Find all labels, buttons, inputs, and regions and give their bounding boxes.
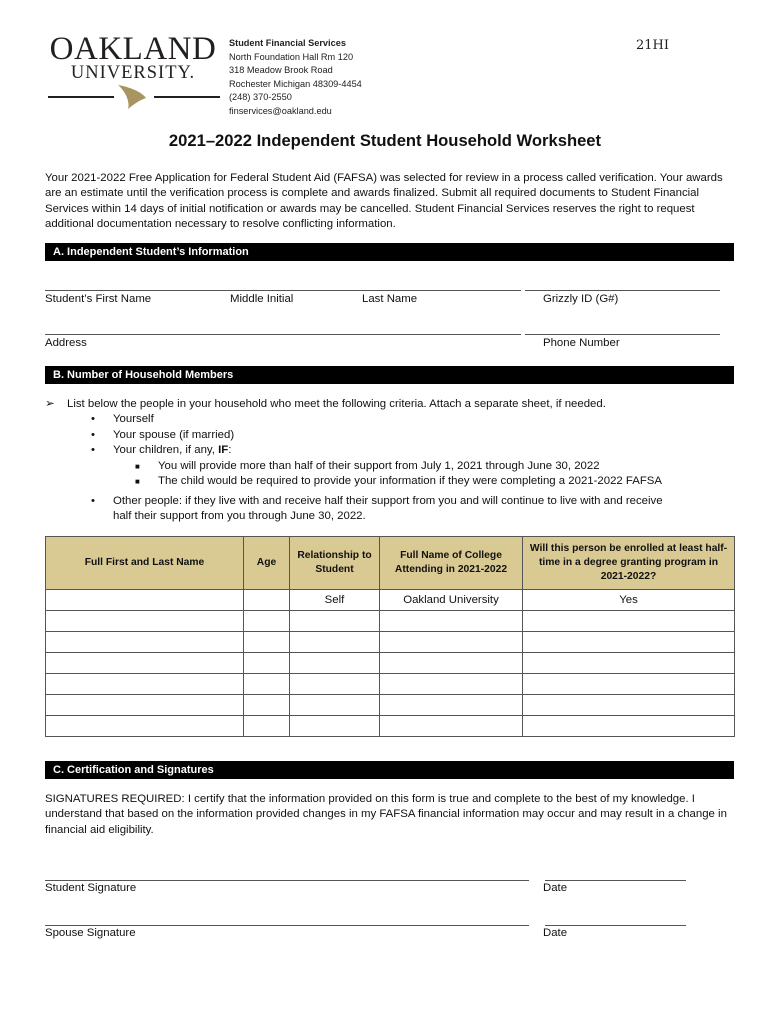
spouse-signature-line[interactable] (45, 925, 529, 926)
certification-statement: SIGNATURES REQUIRED: I certify that the information provided on this form is true and complete to the best of my knowledge. I understand that based on the information provided changes in my FAFSA financial information may occur and may result in a change in financial aid eligibility. (45, 793, 727, 836)
cell-name[interactable] (46, 632, 244, 653)
cell-age[interactable] (244, 695, 290, 716)
cell-age[interactable] (244, 674, 290, 695)
criteria-children-suffix: : (228, 444, 232, 456)
table-header-row (46, 537, 735, 590)
office-street: 318 Meadow Brook Road (229, 65, 333, 76)
cell-relationship[interactable] (290, 695, 380, 716)
intro-paragraph: Your 2021-2022 Free Application for Federal Student Aid (FAFSA) was selected for review in a process called verification. Your awards are an estimate until the verification process is complete and awards finalized. Submit all required documents to Student Financial Services within 14 days of initial notification or awards may be cancelled. Student Financial Services reserves the right to request additional documentation necessary to resolve conflicting information. (45, 172, 723, 231)
cell-name[interactable] (46, 695, 244, 716)
arrow-bullet-icon: ➢ (45, 398, 55, 410)
criteria-children (113, 443, 231, 458)
cell-relationship[interactable] (290, 632, 380, 653)
criteria-other-line2: half their support from you through June 30, 2022. (113, 510, 366, 522)
cell-college[interactable] (380, 653, 523, 674)
cell-enrollment[interactable] (523, 653, 735, 674)
office-name: Student Financial Services (229, 38, 346, 48)
column-header-age: Age (244, 537, 290, 590)
bullet-icon: • (91, 444, 95, 456)
bullet-icon: • (91, 495, 95, 507)
cell-enrollment[interactable] (523, 674, 735, 695)
first-name-label: Student’s First Name (45, 293, 152, 305)
address-input-line[interactable] (45, 334, 521, 335)
cell-age[interactable] (244, 632, 290, 653)
spouse-date-label: Date (543, 927, 568, 939)
logo-wordmark-oakland: OAKLAND (49, 31, 217, 67)
phone-input-line[interactable] (525, 334, 720, 335)
cell-name[interactable] (46, 674, 244, 695)
cell-enrollment[interactable] (523, 632, 735, 653)
phone-label: Phone Number (543, 337, 620, 349)
criteria-yourself: Yourself (113, 413, 154, 425)
cell-name[interactable] (46, 590, 244, 611)
column-header-enrollment: Will this person be enrolled at least half-time in a degree granting program in 2021-2022? (523, 537, 735, 590)
household-members-table (45, 536, 735, 737)
office-phone: (248) 370-2550 (229, 92, 292, 103)
cell-relationship[interactable] (290, 716, 380, 737)
last-name-label: Last Name (362, 293, 418, 305)
spouse-signature-label: Spouse Signature (45, 927, 136, 939)
spouse-date-line[interactable] (545, 925, 686, 926)
cell-college[interactable]: Oakland University (380, 590, 523, 611)
office-email: finservices@oakland.edu (229, 105, 332, 116)
bullet-icon: • (91, 429, 95, 441)
column-header-name: Full First and Last Name (46, 537, 244, 590)
student-date-label: Date (543, 882, 568, 894)
logo-rule-left (48, 96, 114, 98)
cell-enrollment[interactable] (523, 695, 735, 716)
page-title: 2021–2022 Independent Student Household Worksheet (168, 131, 602, 150)
cell-relationship[interactable] (290, 674, 380, 695)
table-row (46, 716, 735, 737)
cell-enrollment[interactable] (523, 716, 735, 737)
cell-enrollment[interactable]: Yes (523, 590, 735, 611)
middle-initial-label: Middle Initial (230, 293, 294, 305)
name-input-line[interactable] (45, 290, 521, 291)
cell-name[interactable] (46, 611, 244, 632)
square-bullet-icon: ■ (135, 462, 140, 471)
cell-relationship[interactable] (290, 611, 380, 632)
address-label: Address (45, 337, 87, 349)
column-header-college: Full Name of College Attending in 2021-2022 (380, 537, 523, 590)
student-signature-label: Student Signature (45, 882, 137, 894)
grizzly-id-label: Grizzly ID (G#) (543, 293, 619, 305)
section-b-heading: B. Number of Household Members (45, 366, 734, 384)
child-criterion-1: You will provide more than half of their support from July 1, 2021 through June 30, 2022 (158, 460, 600, 472)
criteria-children-if: IF (218, 444, 229, 456)
section-a-heading: A. Independent Student’s Information (45, 243, 734, 261)
table-row (46, 674, 735, 695)
logo-wordmark-university: UNIVERSITY. (70, 63, 196, 83)
cell-age[interactable] (244, 611, 290, 632)
cell-college[interactable] (380, 674, 523, 695)
grizzly-id-input-line[interactable] (525, 290, 720, 291)
column-header-relationship: Relationship to Student (290, 537, 380, 590)
logo-sail-icon (116, 84, 148, 110)
table-row (46, 695, 735, 716)
office-room: North Foundation Hall Rm 120 (229, 51, 354, 62)
cell-college[interactable] (380, 632, 523, 653)
cell-college[interactable] (380, 716, 523, 737)
cell-age[interactable] (244, 653, 290, 674)
bullet-icon: • (91, 413, 95, 425)
table-row (46, 611, 735, 632)
cell-relationship[interactable]: Self (290, 590, 380, 611)
cell-age[interactable] (244, 716, 290, 737)
student-date-line[interactable] (545, 880, 686, 881)
cell-college[interactable] (380, 611, 523, 632)
logo-rule-right (154, 96, 220, 98)
table-row (46, 632, 735, 653)
child-criterion-2: The child would be required to provide your information if they were completing a 2021-2022 FAFSA (158, 475, 662, 487)
contact-block (229, 37, 362, 119)
section-c-heading: C. Certification and Signatures (45, 761, 734, 779)
criteria-instruction: List below the people in your household who meet the following criteria. Attach a separate sheet, if needed. (67, 398, 606, 410)
cell-college[interactable] (380, 695, 523, 716)
office-city: Rochester Michigan 48309-4454 (229, 78, 362, 89)
criteria-spouse: Your spouse (if married) (113, 429, 235, 441)
table-row (46, 590, 735, 611)
cell-enrollment[interactable] (523, 611, 735, 632)
cell-name[interactable] (46, 653, 244, 674)
table-row (46, 653, 735, 674)
square-bullet-icon: ■ (135, 477, 140, 486)
criteria-children-prefix: Your children, if any, (113, 444, 219, 456)
cell-name[interactable] (46, 716, 244, 737)
cell-relationship[interactable] (290, 653, 380, 674)
criteria-other-line1: Other people: if they live with and receive half their support from you and will continue to live with and receive (113, 495, 663, 507)
oakland-university-logo (44, 31, 220, 110)
form-code: 21HI (636, 38, 670, 53)
cell-age[interactable] (244, 590, 290, 611)
student-signature-line[interactable] (45, 880, 529, 881)
